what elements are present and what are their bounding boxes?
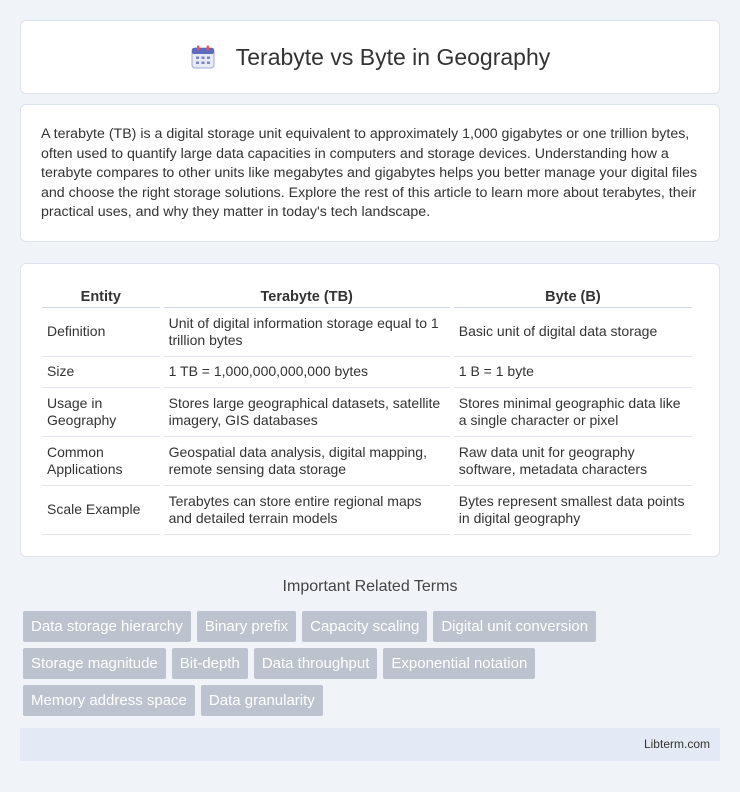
comparison-table <box>38 284 696 535</box>
tag-digital-unit-conversion[interactable]: Digital unit conversion <box>433 611 596 642</box>
intro-paragraph: A terabyte (TB) is a digital storage unit equivalent to approximately 1,000 gigabytes or one trillion bytes, often used to quantify large data capacities in computers and storage devices. Understanding how a terabyte compares to other units like megabytes and gigabytes helps you better manage your digital files and choose the right storage solutions. Explore the rest of this article to learn more about terabytes, their practical uses, and why they matter in today's tech landscape. <box>41 126 698 221</box>
tag-memory-address-space[interactable]: Memory address space <box>23 685 195 716</box>
tag-storage-magnitude[interactable]: Storage magnitude <box>23 648 166 679</box>
tag-row <box>23 648 723 679</box>
row-label: Usage in Geography <box>42 388 160 437</box>
tag-row <box>23 611 723 642</box>
tag-data-storage-hierarchy[interactable]: Data storage hierarchy <box>23 611 191 642</box>
row-label: Scale Example <box>42 486 160 535</box>
terabyte-cell: Terabytes can store entire regional maps and detailed terrain models <box>164 486 450 535</box>
tag-data-throughput[interactable]: Data throughput <box>254 648 378 679</box>
tag-bit-depth[interactable]: Bit-depth <box>172 648 248 679</box>
page-title: Terabyte vs Byte in Geography <box>235 43 551 70</box>
related-terms-title: Important Related Terms <box>282 578 458 595</box>
table-row <box>42 437 692 486</box>
byte-cell: Stores minimal geographic data like a single character or pixel <box>454 388 692 437</box>
row-label: Common Applications <box>42 437 160 486</box>
terabyte-cell: Unit of digital information storage equal to 1 trillion bytes <box>164 308 450 357</box>
table-row <box>42 357 692 388</box>
table-row <box>42 388 692 437</box>
table-row <box>42 308 692 357</box>
table-header-row <box>42 284 692 308</box>
comparison-table-card <box>20 263 720 557</box>
terabyte-cell: Geospatial data analysis, digital mapping, remote sensing data storage <box>164 437 450 486</box>
terabyte-cell: 1 TB = 1,000,000,000,000 bytes <box>164 357 450 388</box>
calendar-icon <box>190 44 216 70</box>
tag-row <box>23 685 723 716</box>
tag-capacity-scaling[interactable]: Capacity scaling <box>302 611 427 642</box>
byte-cell: 1 B = 1 byte <box>454 357 692 388</box>
header-terabyte: Terabyte (TB) <box>164 284 450 308</box>
byte-cell: Raw data unit for geography software, metadata characters <box>454 437 692 486</box>
header-entity: Entity <box>42 284 160 308</box>
byte-cell: Bytes represent smallest data points in digital geography <box>454 486 692 535</box>
table-row <box>42 486 692 535</box>
header-byte: Byte (B) <box>454 284 692 308</box>
tag-data-granularity[interactable]: Data granularity <box>201 685 323 716</box>
header-card <box>20 20 720 94</box>
row-label: Definition <box>42 308 160 357</box>
related-terms-tags <box>23 611 723 722</box>
terabyte-cell: Stores large geographical datasets, satellite imagery, GIS databases <box>164 388 450 437</box>
footer-site-link[interactable]: Libterm.com <box>643 737 710 751</box>
footer <box>20 728 720 761</box>
intro-card <box>20 104 720 242</box>
tag-exponential-notation[interactable]: Exponential notation <box>383 648 535 679</box>
row-label: Size <box>42 357 160 388</box>
byte-cell: Basic unit of digital data storage <box>454 308 692 357</box>
tag-binary-prefix[interactable]: Binary prefix <box>197 611 296 642</box>
